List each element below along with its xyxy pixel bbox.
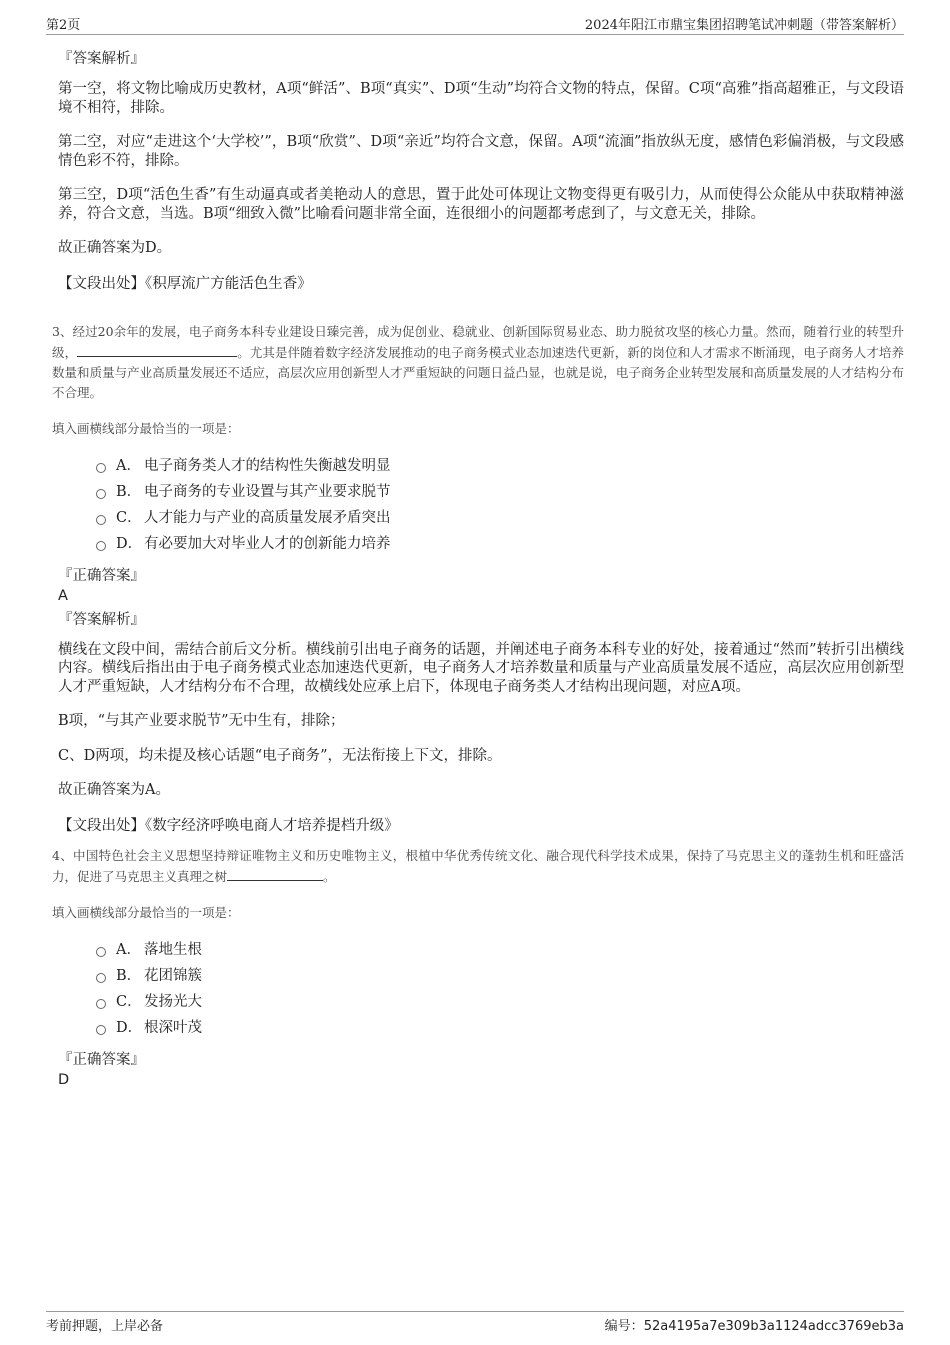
- radio-icon[interactable]: [96, 489, 106, 499]
- q4-option-c[interactable]: C． 发扬光大: [96, 989, 904, 1015]
- q3-option-b[interactable]: B． 电子商务的专业设置与其产业要求脱节: [96, 479, 904, 505]
- q3-option-d[interactable]: D． 有必要加大对毕业人才的创新能力培养: [96, 531, 904, 557]
- q4-option-b[interactable]: B． 花团锦簇: [96, 963, 904, 989]
- q3-analysis-para-1: 横线在文段中间，需结合前后文分析。横线前引出电子商务的话题，并阐述电子商务本科专业的好处，接着通过“然而”转折引出横线内容。横线后指出由于电子商务模式业态加速迭代更新，电子商务人才培养数量和质量与产业高质量发展不适应，高层次应用创新型人才严重短缺，人才结构分布不合理，故横线处应承上启下，体现电子商务类人才结构出现问题，对应A项。: [58, 641, 904, 695]
- footer-code-value: 52a4195a7e309b3a1124adcc3769eb3a: [643, 1319, 904, 1334]
- q3-stem: [52, 322, 904, 403]
- q4-number: 4、: [52, 847, 74, 863]
- q3-text-before: 经过20余年的发展，电子商务本科专业建设日臻完善，成为促创业、稳就业、创新国际贸易业态、助力脱贫攻坚的核心力量。然而，随着行业的转型升级，: [52, 323, 904, 360]
- q3-analysis-para-3: C、D两项，均未提及核心话题“电子商务”，无法衔接上下文，排除。: [58, 747, 502, 764]
- q3-analysis-tag: 『答案解析』: [58, 611, 145, 628]
- page-footer: [46, 1311, 904, 1338]
- q4-prompt: 填入画横线部分最恰当的一项是：: [52, 904, 240, 920]
- q4-blank: [227, 866, 323, 881]
- q4-answer: D: [58, 1071, 70, 1088]
- q4-text-before: 中国特色社会主义思想坚持辩证唯物主义和历史唯物主义，根植中华优秀传统文化、融合现代科学技术成果，保持了马克思主义的蓬勃生机和旺盛活力，促进了马克思主义真理之树: [52, 847, 904, 884]
- q3-analysis-para-2: B项，“与其产业要求脱节”无中生有，排除；: [58, 713, 345, 729]
- radio-icon[interactable]: [96, 999, 106, 1009]
- q2-source-title: 《积厚流广方能活色生香》: [145, 275, 312, 292]
- q2-conclusion: 故正确答案为D。: [58, 240, 172, 256]
- q3-source-tag: 【文段出处】: [58, 817, 145, 834]
- radio-icon[interactable]: [96, 1025, 106, 1035]
- q3-option-c[interactable]: C． 人才能力与产业的高质量发展矛盾突出: [96, 505, 904, 531]
- q2-analysis-para-2: 第二空，对应“走进这个‘大学校’”，B项“欣赏”、D项“亲近”均符合文意，保留。A项“流湎”指放纵无度，感情色彩偏消极，与文段感情色彩不符，排除。: [58, 134, 904, 169]
- q3-blank: [77, 342, 237, 357]
- main-content: [52, 44, 904, 1093]
- q2-analysis-para-3: 第三空，D项“活色生香”有生动逼真或者美艳动人的意思，置于此处可体现让文物变得更有吸引力，从而使得公众能从中获取精神滋养，符合文意，当选。B项“细致入微”比喻看问题非常全面，连很细小的问题都考虑到了，与文意无关，排除。: [58, 187, 904, 222]
- q3-option-a[interactable]: A． 电子商务类人才的结构性失衡越发明显: [96, 453, 904, 479]
- footer-code: [605, 1315, 904, 1334]
- radio-icon[interactable]: [96, 947, 106, 957]
- q3-prompt: 填入画横线部分最恰当的一项是：: [52, 420, 240, 436]
- q4-option-a[interactable]: A． 落地生根: [96, 937, 904, 963]
- document-title: 2024年阳江市鼎宝集团招聘笔试冲刺题（带答案解析）: [584, 18, 904, 33]
- q3-number: 3、: [52, 323, 73, 339]
- page-number: 第2页: [46, 18, 81, 33]
- q3-source-title: 《数字经济呼唤电商人才培养提档升级》: [145, 817, 399, 834]
- q3-options: [96, 453, 904, 557]
- footer-slogan: 考前押题，上岸必备: [46, 1319, 164, 1334]
- q4-stem: [52, 846, 904, 887]
- q4-option-d[interactable]: D． 根深叶茂: [96, 1015, 904, 1041]
- q4-options: [96, 937, 904, 1041]
- q4-answer-tag: 『正确答案』: [58, 1051, 145, 1068]
- page-header: [46, 12, 904, 35]
- q3-answer-tag: 『正确答案』: [58, 567, 145, 584]
- q4-text-after: 。: [323, 868, 336, 884]
- footer-code-label: 编号：: [604, 1319, 644, 1334]
- q3-conclusion: 故正确答案为A。: [58, 782, 170, 798]
- radio-icon[interactable]: [96, 515, 106, 525]
- q2-source: [58, 274, 904, 294]
- q2-analysis-para-1: 第一空，将文物比喻成历史教材，A项“鲜活”、B项“真实”、D项“生动”均符合文物的特点，保留。C项“高雅”指高超雅正，与文段语境不相符，排除。: [58, 81, 904, 116]
- q2-source-tag: 【文段出处】: [58, 275, 145, 292]
- q3-text-after: 。尤其是伴随着数字经济发展推动的电子商务模式业态加速迭代更新，新的岗位和人才需求不断涌现，电子商务人才培养数量和质量与产业高质量发展还不适应，高层次应用创新型人才严重短缺的问题日益凸显，也就是说，电子商务企业转型发展和高质量发展的人才结构分布不合理。: [52, 344, 904, 400]
- radio-icon[interactable]: [96, 973, 106, 983]
- radio-icon[interactable]: [96, 463, 106, 473]
- radio-icon[interactable]: [96, 541, 106, 551]
- q2-analysis-tag: 『答案解析』: [58, 51, 145, 67]
- q3-source: [58, 816, 904, 836]
- q3-answer: A: [58, 587, 68, 604]
